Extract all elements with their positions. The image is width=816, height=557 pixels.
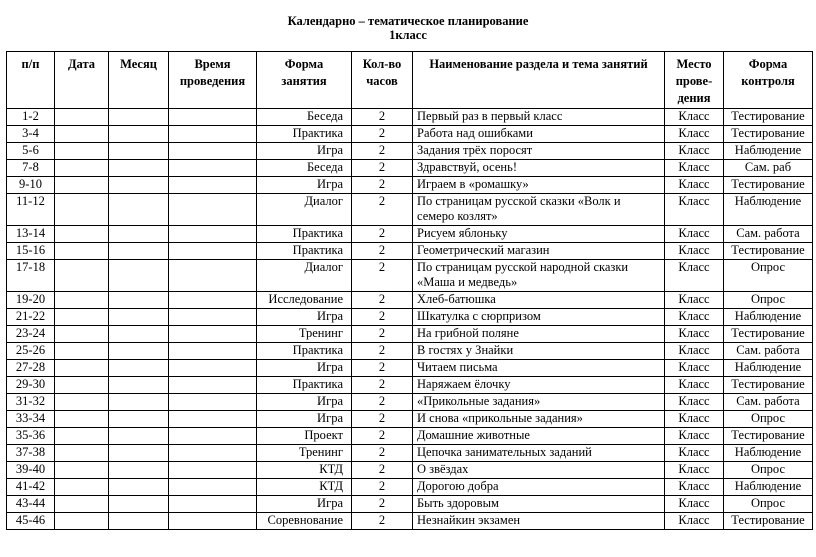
- cell-control: Тестирование: [724, 377, 813, 394]
- cell-time: [169, 194, 257, 226]
- cell-num: 35-36: [7, 428, 55, 445]
- cell-form: Соревнование: [257, 513, 352, 530]
- cell-num: 11-12: [7, 194, 55, 226]
- cell-month: [109, 496, 169, 513]
- cell-topic: Задания трёх поросят: [413, 143, 665, 160]
- cell-control: Наблюдение: [724, 309, 813, 326]
- cell-hours: 2: [352, 479, 413, 496]
- cell-topic: Играем в «ромашку»: [413, 177, 665, 194]
- cell-time: [169, 126, 257, 143]
- table-row: [7, 194, 813, 226]
- cell-form: КТД: [257, 462, 352, 479]
- cell-control: Тестирование: [724, 126, 813, 143]
- cell-place: Класс: [665, 411, 724, 428]
- cell-date: [55, 428, 109, 445]
- cell-hours: 2: [352, 260, 413, 292]
- cell-time: [169, 292, 257, 309]
- cell-control: Наблюдение: [724, 445, 813, 462]
- table-row: [7, 411, 813, 428]
- header-control: Форма контроля: [724, 52, 813, 109]
- cell-control: Опрос: [724, 496, 813, 513]
- cell-form: Исследование: [257, 292, 352, 309]
- cell-form: Игра: [257, 177, 352, 194]
- cell-place: Класс: [665, 292, 724, 309]
- cell-place: Класс: [665, 428, 724, 445]
- cell-time: [169, 226, 257, 243]
- header-hours: Кол-во часов: [352, 52, 413, 109]
- cell-time: [169, 411, 257, 428]
- cell-form: Беседа: [257, 109, 352, 126]
- cell-time: [169, 177, 257, 194]
- cell-place: Класс: [665, 462, 724, 479]
- cell-num: 33-34: [7, 411, 55, 428]
- cell-place: Класс: [665, 226, 724, 243]
- cell-hours: 2: [352, 177, 413, 194]
- cell-num: 41-42: [7, 479, 55, 496]
- cell-num: 29-30: [7, 377, 55, 394]
- cell-month: [109, 445, 169, 462]
- cell-topic: Первый раз в первый класс: [413, 109, 665, 126]
- cell-date: [55, 143, 109, 160]
- cell-topic: О звёздах: [413, 462, 665, 479]
- cell-hours: 2: [352, 394, 413, 411]
- cell-num: 39-40: [7, 462, 55, 479]
- cell-topic: Незнайкин экзамен: [413, 513, 665, 530]
- cell-form: Игра: [257, 309, 352, 326]
- cell-control: Тестирование: [724, 177, 813, 194]
- cell-control: Сам. работа: [724, 226, 813, 243]
- table-row: [7, 462, 813, 479]
- cell-topic: «Прикольные задания»: [413, 394, 665, 411]
- cell-control: Наблюдение: [724, 360, 813, 377]
- header-topic: Наименование раздела и тема занятий: [413, 52, 665, 109]
- cell-topic: В гостях у Знайки: [413, 343, 665, 360]
- cell-hours: 2: [352, 143, 413, 160]
- cell-form: Тренинг: [257, 445, 352, 462]
- cell-form: Диалог: [257, 260, 352, 292]
- cell-topic: Домашние животные: [413, 428, 665, 445]
- plan-table: [6, 51, 813, 530]
- table-row: [7, 143, 813, 160]
- cell-topic: Наряжаем ёлочку: [413, 377, 665, 394]
- table-row: [7, 479, 813, 496]
- header-month: Месяц: [109, 52, 169, 109]
- cell-num: 3-4: [7, 126, 55, 143]
- table-row: [7, 177, 813, 194]
- cell-month: [109, 326, 169, 343]
- cell-place: Класс: [665, 177, 724, 194]
- table-row: [7, 394, 813, 411]
- cell-place: Класс: [665, 109, 724, 126]
- cell-date: [55, 243, 109, 260]
- cell-date: [55, 479, 109, 496]
- cell-date: [55, 109, 109, 126]
- cell-month: [109, 479, 169, 496]
- cell-hours: 2: [352, 445, 413, 462]
- cell-num: 25-26: [7, 343, 55, 360]
- cell-form: Практика: [257, 126, 352, 143]
- page-subtitle: 1класс: [389, 28, 427, 42]
- header-time: Время проведения: [169, 52, 257, 109]
- cell-place: Класс: [665, 360, 724, 377]
- cell-date: [55, 226, 109, 243]
- cell-topic: Шкатулка с сюрпризом: [413, 309, 665, 326]
- cell-place: Класс: [665, 243, 724, 260]
- cell-time: [169, 513, 257, 530]
- cell-hours: 2: [352, 126, 413, 143]
- cell-control: Тестирование: [724, 109, 813, 126]
- cell-topic: Геометрический магазин: [413, 243, 665, 260]
- cell-form: Беседа: [257, 160, 352, 177]
- cell-topic: На грибной поляне: [413, 326, 665, 343]
- cell-month: [109, 143, 169, 160]
- table-row: [7, 343, 813, 360]
- cell-date: [55, 326, 109, 343]
- header-date: Дата: [55, 52, 109, 109]
- cell-topic: Здравствуй, осень!: [413, 160, 665, 177]
- cell-time: [169, 160, 257, 177]
- cell-month: [109, 126, 169, 143]
- cell-topic: Читаем письма: [413, 360, 665, 377]
- cell-hours: 2: [352, 428, 413, 445]
- cell-date: [55, 513, 109, 530]
- cell-hours: 2: [352, 360, 413, 377]
- cell-control: Наблюдение: [724, 194, 813, 226]
- cell-form: Практика: [257, 377, 352, 394]
- cell-place: Класс: [665, 160, 724, 177]
- cell-form: Игра: [257, 411, 352, 428]
- cell-time: [169, 309, 257, 326]
- cell-month: [109, 360, 169, 377]
- cell-topic: Работа над ошибками: [413, 126, 665, 143]
- page-title: Календарно – тематическое планирование: [287, 14, 529, 28]
- cell-month: [109, 343, 169, 360]
- cell-place: Класс: [665, 394, 724, 411]
- cell-place: Класс: [665, 496, 724, 513]
- cell-form: КТД: [257, 479, 352, 496]
- cell-place: Класс: [665, 126, 724, 143]
- table-body: [7, 109, 813, 530]
- cell-time: [169, 496, 257, 513]
- cell-date: [55, 343, 109, 360]
- cell-date: [55, 126, 109, 143]
- cell-num: 37-38: [7, 445, 55, 462]
- cell-time: [169, 143, 257, 160]
- cell-time: [169, 445, 257, 462]
- cell-hours: 2: [352, 194, 413, 226]
- cell-place: Класс: [665, 309, 724, 326]
- cell-topic: Цепочка занимательных заданий: [413, 445, 665, 462]
- cell-month: [109, 177, 169, 194]
- cell-num: 21-22: [7, 309, 55, 326]
- cell-control: Тестирование: [724, 326, 813, 343]
- cell-place: Класс: [665, 479, 724, 496]
- cell-form: Тренинг: [257, 326, 352, 343]
- cell-control: Опрос: [724, 462, 813, 479]
- cell-time: [169, 360, 257, 377]
- cell-num: 27-28: [7, 360, 55, 377]
- cell-form: Игра: [257, 394, 352, 411]
- header-row: [7, 52, 813, 109]
- cell-month: [109, 513, 169, 530]
- table-row: [7, 243, 813, 260]
- cell-date: [55, 411, 109, 428]
- cell-date: [55, 309, 109, 326]
- cell-date: [55, 160, 109, 177]
- header-num: п/п: [7, 52, 55, 109]
- cell-num: 1-2: [7, 109, 55, 126]
- cell-num: 15-16: [7, 243, 55, 260]
- cell-form: Практика: [257, 243, 352, 260]
- cell-hours: 2: [352, 109, 413, 126]
- cell-topic: Рисуем яблоньку: [413, 226, 665, 243]
- table-row: [7, 126, 813, 143]
- table-row: [7, 377, 813, 394]
- cell-num: 31-32: [7, 394, 55, 411]
- cell-time: [169, 109, 257, 126]
- cell-form: Игра: [257, 360, 352, 377]
- cell-month: [109, 292, 169, 309]
- cell-num: 45-46: [7, 513, 55, 530]
- cell-hours: 2: [352, 462, 413, 479]
- cell-month: [109, 462, 169, 479]
- cell-num: 5-6: [7, 143, 55, 160]
- cell-month: [109, 243, 169, 260]
- cell-month: [109, 194, 169, 226]
- cell-date: [55, 394, 109, 411]
- cell-control: Опрос: [724, 260, 813, 292]
- cell-date: [55, 194, 109, 226]
- cell-control: Наблюдение: [724, 479, 813, 496]
- cell-month: [109, 160, 169, 177]
- table-row: [7, 445, 813, 462]
- table-row: [7, 360, 813, 377]
- cell-topic: Дорогою добра: [413, 479, 665, 496]
- cell-place: Класс: [665, 343, 724, 360]
- cell-num: 43-44: [7, 496, 55, 513]
- cell-place: Класс: [665, 326, 724, 343]
- cell-hours: 2: [352, 243, 413, 260]
- cell-hours: 2: [352, 226, 413, 243]
- table-row: [7, 109, 813, 126]
- cell-num: 19-20: [7, 292, 55, 309]
- cell-topic: По страницам русской народной сказки «Маша и медведь»: [413, 260, 665, 292]
- cell-hours: 2: [352, 411, 413, 428]
- table-row: [7, 326, 813, 343]
- cell-form: Практика: [257, 226, 352, 243]
- cell-month: [109, 109, 169, 126]
- cell-topic: Быть здоровым: [413, 496, 665, 513]
- cell-place: Класс: [665, 377, 724, 394]
- cell-form: Игра: [257, 496, 352, 513]
- header-form: Форма занятия: [257, 52, 352, 109]
- cell-time: [169, 462, 257, 479]
- table-row: [7, 260, 813, 292]
- cell-control: Сам. раб: [724, 160, 813, 177]
- cell-topic: И снова «прикольные задания»: [413, 411, 665, 428]
- cell-control: Тестирование: [724, 243, 813, 260]
- cell-form: Практика: [257, 343, 352, 360]
- cell-month: [109, 377, 169, 394]
- table-row: [7, 428, 813, 445]
- cell-month: [109, 226, 169, 243]
- cell-month: [109, 309, 169, 326]
- cell-date: [55, 260, 109, 292]
- cell-date: [55, 377, 109, 394]
- cell-date: [55, 496, 109, 513]
- cell-month: [109, 428, 169, 445]
- cell-control: Опрос: [724, 411, 813, 428]
- cell-time: [169, 428, 257, 445]
- cell-place: Класс: [665, 143, 724, 160]
- cell-place: Класс: [665, 513, 724, 530]
- cell-topic: По страницам русской сказки «Волк и семеро козлят»: [413, 194, 665, 226]
- cell-form: Игра: [257, 143, 352, 160]
- cell-date: [55, 292, 109, 309]
- table-row: [7, 226, 813, 243]
- header-place: Место прове-дения: [665, 52, 724, 109]
- cell-hours: 2: [352, 496, 413, 513]
- cell-hours: 2: [352, 326, 413, 343]
- cell-control: Сам. работа: [724, 343, 813, 360]
- cell-month: [109, 411, 169, 428]
- cell-place: Класс: [665, 445, 724, 462]
- cell-time: [169, 394, 257, 411]
- cell-hours: 2: [352, 309, 413, 326]
- cell-place: Класс: [665, 260, 724, 292]
- cell-month: [109, 394, 169, 411]
- table-row: [7, 496, 813, 513]
- cell-time: [169, 260, 257, 292]
- cell-place: Класс: [665, 194, 724, 226]
- cell-num: 23-24: [7, 326, 55, 343]
- cell-date: [55, 462, 109, 479]
- cell-date: [55, 445, 109, 462]
- cell-hours: 2: [352, 513, 413, 530]
- table-row: [7, 513, 813, 530]
- cell-num: 17-18: [7, 260, 55, 292]
- cell-control: Наблюдение: [724, 143, 813, 160]
- cell-hours: 2: [352, 343, 413, 360]
- cell-time: [169, 377, 257, 394]
- cell-time: [169, 479, 257, 496]
- cell-control: Тестирование: [724, 513, 813, 530]
- cell-date: [55, 177, 109, 194]
- cell-form: Проект: [257, 428, 352, 445]
- cell-control: Тестирование: [724, 428, 813, 445]
- cell-month: [109, 260, 169, 292]
- cell-num: 9-10: [7, 177, 55, 194]
- cell-num: 13-14: [7, 226, 55, 243]
- cell-hours: 2: [352, 292, 413, 309]
- cell-time: [169, 326, 257, 343]
- cell-time: [169, 343, 257, 360]
- table-row: [7, 309, 813, 326]
- cell-num: 7-8: [7, 160, 55, 177]
- table-row: [7, 292, 813, 309]
- cell-control: Опрос: [724, 292, 813, 309]
- cell-control: Сам. работа: [724, 394, 813, 411]
- cell-date: [55, 360, 109, 377]
- cell-form: Диалог: [257, 194, 352, 226]
- cell-hours: 2: [352, 377, 413, 394]
- cell-topic: Хлеб-батюшка: [413, 292, 665, 309]
- cell-time: [169, 243, 257, 260]
- cell-hours: 2: [352, 160, 413, 177]
- table-row: [7, 160, 813, 177]
